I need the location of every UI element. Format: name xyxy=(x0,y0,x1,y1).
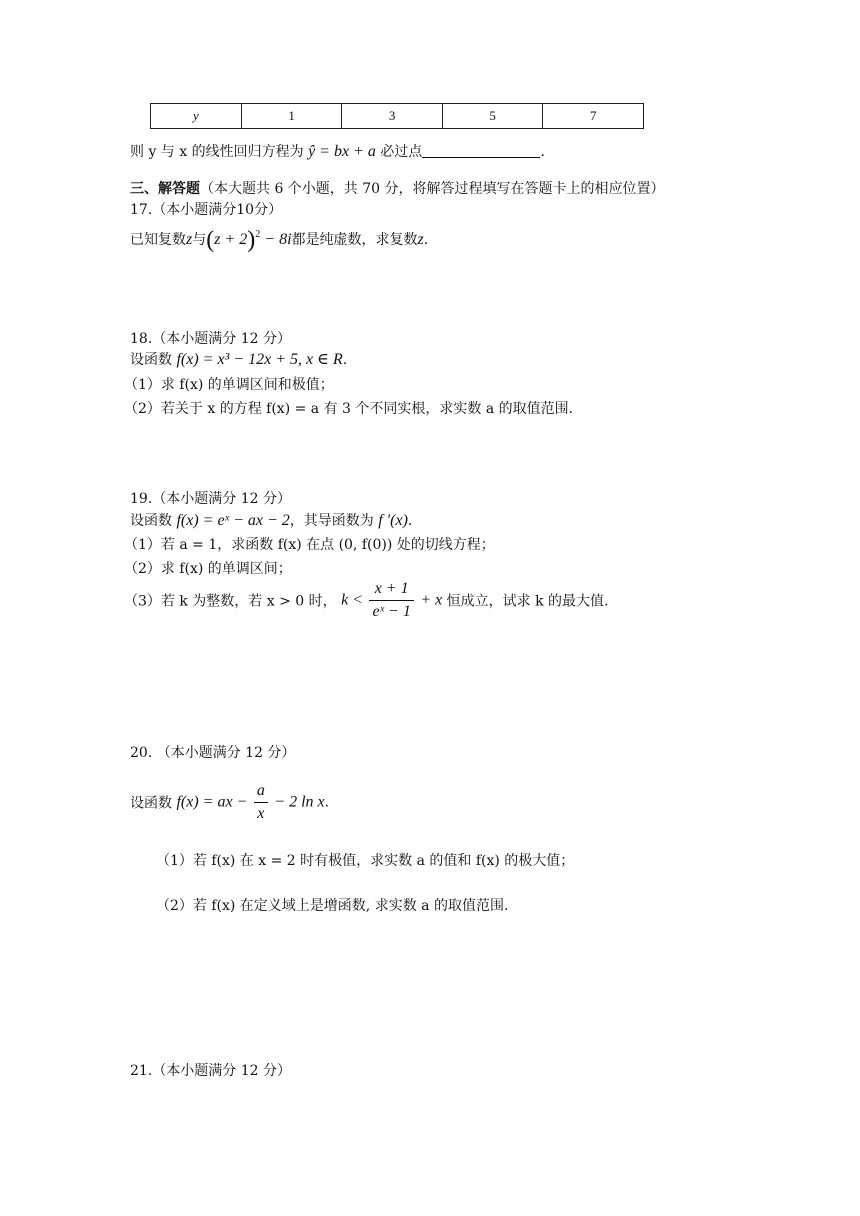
table-cell: 5 xyxy=(442,104,543,129)
answer-blank[interactable] xyxy=(422,143,540,158)
q17-text-before: 已知复数 xyxy=(130,232,186,248)
fraction-denominator: x xyxy=(257,805,265,822)
q19-part3-k: k < xyxy=(341,591,363,609)
q20-fraction xyxy=(254,780,268,825)
q17-end: . xyxy=(423,232,429,248)
q20-intro xyxy=(130,780,329,825)
section-note: （本大题共 6 个小题，共 70 分，将解答过程填写在答题卡上的相应位置） xyxy=(200,181,665,197)
q17-header: 17.（本小题满分10分） xyxy=(130,202,283,218)
q19-part1: （1）若 a = 1，求函数 f(x) 在点 (0, f(0)) 处的切线方程； xyxy=(124,537,495,553)
q17-var-z: z xyxy=(186,231,193,248)
q17-expr-tail: − 8i xyxy=(260,231,292,248)
q16-text-before: 则 y 与 x 的线性回归方程为 xyxy=(130,144,309,160)
table-cell: 1 xyxy=(241,104,342,129)
section-header xyxy=(130,178,665,198)
q19-function: f(x) = eˣ − ax − 2 xyxy=(176,512,290,529)
q16-text-after: 必过点 xyxy=(375,144,423,160)
q19-intro xyxy=(130,510,412,530)
q17-expr-inner: z + 2 xyxy=(214,231,248,248)
q20-end: . xyxy=(324,794,330,811)
q17-body xyxy=(130,227,428,254)
q20-part1: （1）若 f(x) 在 x = 2 时有极值，求实数 a 的值和 f(x) 的极大值； xyxy=(156,853,575,869)
q18-end: . xyxy=(342,352,348,368)
q19-part3-before: （3）若 k 为整数，若 x > 0 时， xyxy=(124,593,337,610)
q19-mid: ，其导函数为 xyxy=(289,513,379,529)
table-row-label: y xyxy=(151,104,242,129)
q18-part1: （1）求 f(x) 的单调区间和极值； xyxy=(124,377,334,393)
q20-intro-text: 设函数 xyxy=(130,795,177,812)
q18-intro-text: 设函数 xyxy=(130,352,177,368)
q17-var-z: z xyxy=(417,231,424,248)
q19-intro-text: 设函数 xyxy=(130,513,177,529)
q16-end: . xyxy=(540,144,545,160)
q21-header: 21.（本小题满分 12 分） xyxy=(130,1063,291,1079)
q18-intro xyxy=(130,349,347,369)
q16-line xyxy=(130,141,545,161)
q19-fraction xyxy=(369,578,413,623)
fraction-numerator: x + 1 xyxy=(369,578,413,601)
q17-expression: $(z + 2)^2 - 8i$ xyxy=(206,227,292,253)
q19-part3 xyxy=(124,578,609,623)
fraction-denominator: eˣ − 1 xyxy=(372,603,411,620)
q20-func-right: − 2 ln x xyxy=(274,793,325,811)
q17-with: 与 xyxy=(192,232,207,248)
q18-function: f(x) = x³ − 12x + 5, x ∈ R xyxy=(176,351,343,368)
q20-func-left: f(x) = ax − xyxy=(176,793,248,811)
q16-equation: ŷ = bx + a xyxy=(308,143,376,160)
q19-part3-tail: + x xyxy=(420,591,443,609)
q19-header: 19.（本小题满分 12 分） xyxy=(130,491,291,507)
q20-part2: （2）若 f(x) 在定义域上是增函数, 求实数 a 的取值范围. xyxy=(156,898,509,914)
table-cell: 7 xyxy=(543,104,644,129)
q19-end: . xyxy=(407,513,413,529)
q18-part2: （2）若关于 x 的方程 f(x) = a 有 3 个不同实根，求实数 a 的取值范围. xyxy=(124,401,574,417)
table-cell: 3 xyxy=(342,104,443,129)
q20-header: 20. （本小题满分 12 分） xyxy=(130,745,296,761)
q19-derivative: f ′(x) xyxy=(378,512,408,529)
q19-part3-after: 恒成立，试求 k 的最大值. xyxy=(446,593,609,610)
fraction-numerator: a xyxy=(254,780,268,803)
table-row xyxy=(151,104,644,129)
q18-header: 18.（本小题满分 12 分） xyxy=(130,331,291,347)
q19-part2: （2）求 f(x) 的单调区间； xyxy=(124,561,292,577)
q17-text-after: 都是纯虚数，求复数 xyxy=(291,232,418,248)
section-title: 三、解答题 xyxy=(130,181,200,197)
data-table xyxy=(150,103,644,129)
